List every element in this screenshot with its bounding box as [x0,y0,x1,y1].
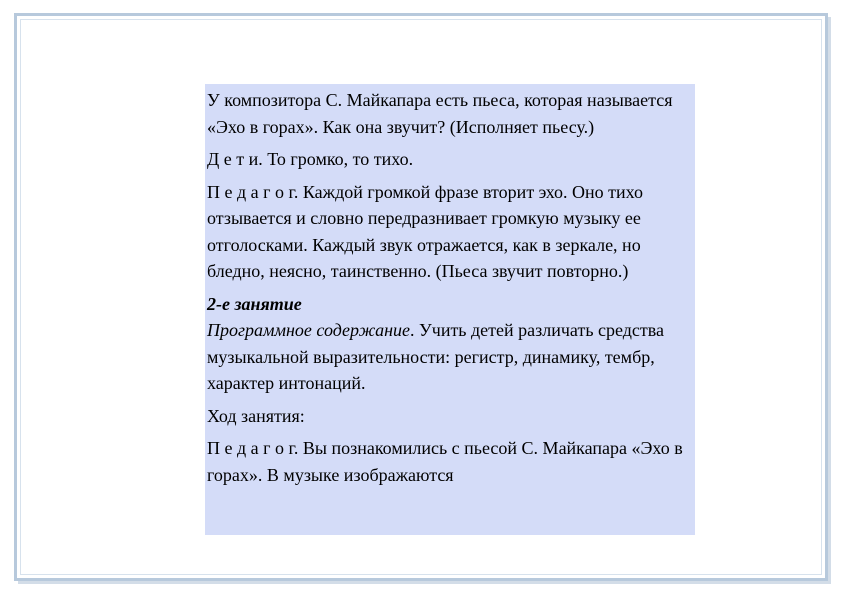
paragraph-intro: У композитора С. Майкапара есть пьеса, которая называется «Эхо в горах». Как она звучит? (Исполняет пьесу.) [207,90,673,137]
lesson-heading [207,291,691,318]
text-content-block [205,84,695,535]
frame-shadow-right [828,17,831,584]
paragraph-lesson-progress: Ход занятия: [207,405,305,426]
paragraph-children-reply: Д е т и. То громко, то тихо. [207,149,414,169]
lesson-heading-text: 2-е занятие [207,293,302,314]
paragraph-program-content [207,317,691,397]
paragraph-teacher-followup: П е д а г о г. Вы познакомились с пьесой С. Майкапара «Эхо в горах». В музыке изображаются [207,438,683,485]
program-content-label: Программное содержание [207,320,411,340]
frame-shadow-bottom [18,581,831,584]
program-content-text: . Учить детей различать средства музыкальной выразительности: регистр, динамику, тембр, характер интонаций. [207,320,665,393]
paragraph-teacher-explanation: П е д а г о г. Каждой громкой фразе вторит эхо. Оно тихо отзывается и словно передразнивает громкую музыку ее отголосками. Каждый звук отражается, как в зеркале, но бледно, неясно, таинственно. (Пьеса звучит повторно.) [207,181,643,281]
